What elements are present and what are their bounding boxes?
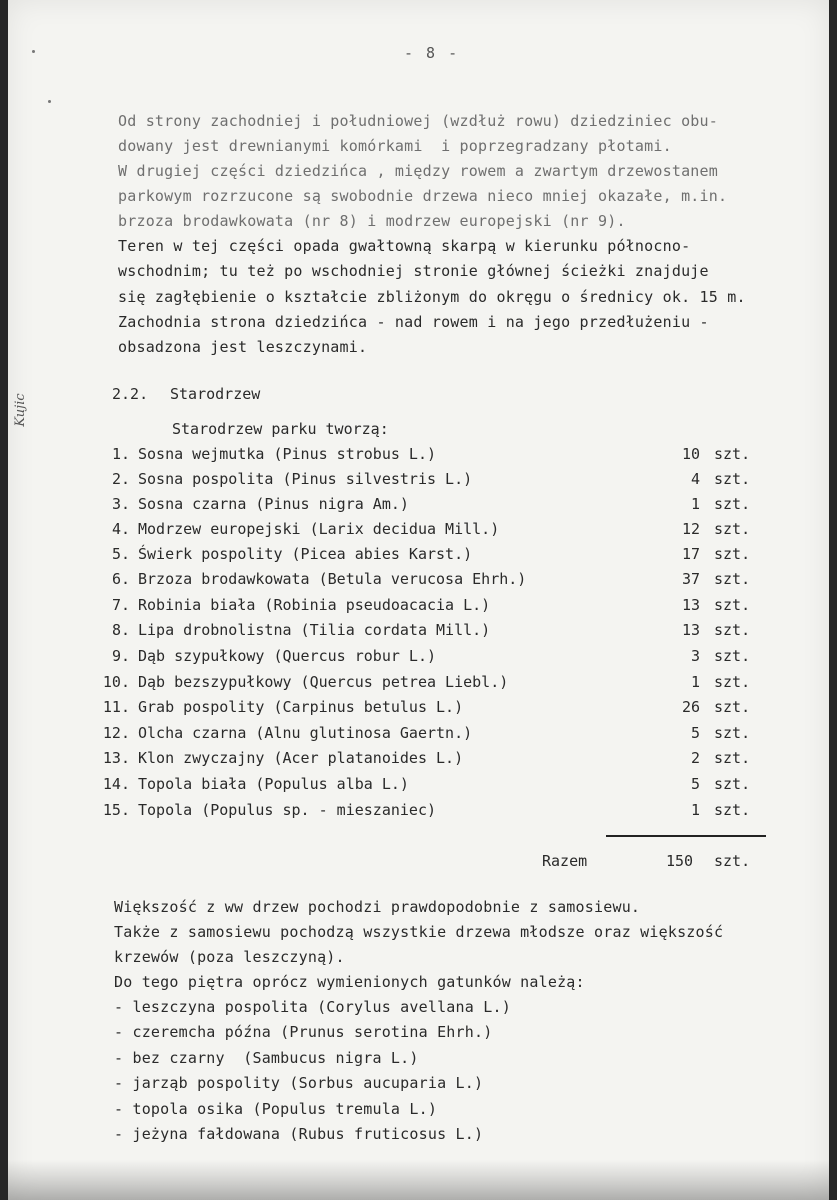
tree-unit: szt. (714, 775, 751, 793)
tree-count: 17 (681, 545, 700, 563)
list-item: - bez czarny (Sambucus nigra L.) (114, 1049, 419, 1067)
section-number: 2.2. (112, 385, 149, 403)
tree-unit: szt. (714, 545, 751, 563)
tree-index: 9. (111, 647, 130, 665)
section-heading (112, 385, 260, 403)
tree-count: 12 (681, 520, 700, 538)
tree-count: 5 (690, 775, 700, 793)
scan-shadow (8, 1160, 829, 1200)
scan-speck (32, 50, 35, 53)
tree-name: Klon zwyczajny (Acer platanoides L.) (138, 749, 464, 767)
tree-row (100, 596, 760, 621)
tree-count: 1 (690, 801, 700, 819)
tree-row (100, 570, 760, 595)
tree-count: 13 (681, 596, 700, 614)
tree-unit: szt. (714, 801, 751, 819)
tree-index: 3. (111, 495, 130, 513)
paragraph-line: krzewów (poza leszczyną). (114, 948, 345, 966)
scan-speck (48, 100, 51, 103)
total-label: Razem (542, 852, 588, 870)
list-item: - jarząb pospolity (Sorbus aucuparia L.) (114, 1074, 484, 1092)
tree-row (100, 445, 760, 470)
list-intro: Starodrzew parku tworzą: (172, 420, 389, 438)
tree-index: 14. (102, 775, 130, 793)
tree-name: Olcha czarna (Alnu glutinosa Gaertn.) (138, 724, 473, 742)
page-number: - 8 - (404, 44, 460, 62)
tree-index: 15. (102, 801, 130, 819)
paragraph-line: Do tego piętra oprócz wymienionych gatunków należą: (114, 973, 585, 991)
paragraph-line: wschodnim; tu też po wschodniej stronie głównej ścieżki znajduje (118, 262, 709, 280)
sum-underline (606, 835, 766, 837)
tree-unit: szt. (714, 724, 751, 742)
tree-unit: szt. (714, 698, 751, 716)
tree-row (100, 520, 760, 545)
paragraph-line: się zagłębienie o kształcie zbliżonym do okręgu o średnicy ok. 15 m. (118, 288, 746, 306)
list-item: - jeżyna fałdowana (Rubus fruticosus L.) (114, 1125, 484, 1143)
tree-row (100, 801, 760, 826)
tree-count: 3 (690, 647, 700, 665)
tree-row (100, 673, 760, 698)
tree-row (100, 647, 760, 672)
tree-count: 13 (681, 621, 700, 639)
tree-index: 12. (102, 724, 130, 742)
tree-name: Świerk pospolity (Picea abies Karst.) (138, 545, 473, 563)
tree-count: 4 (690, 470, 700, 488)
tree-count: 10 (681, 445, 700, 463)
tree-index: 7. (111, 596, 130, 614)
tree-name: Grab pospolity (Carpinus betulus L.) (138, 698, 464, 716)
tree-unit: szt. (714, 596, 751, 614)
paragraph-line: Teren w tej części opada gwałtowną skarpą w kierunku północno- (118, 237, 691, 255)
tree-count: 1 (690, 673, 700, 691)
list-item: - czeremcha późna (Prunus serotina Ehrh.) (114, 1023, 493, 1041)
section-title: Starodrzew (170, 385, 261, 403)
tree-name: Dąb bezszypułkowy (Quercus petrea Liebl.) (138, 673, 509, 691)
tree-name: Topola biała (Populus alba L.) (138, 775, 409, 793)
tree-index: 1. (111, 445, 130, 463)
handwritten-margin-note: Kujic (13, 393, 28, 427)
tree-row (100, 775, 760, 800)
tree-index: 4. (111, 520, 130, 538)
tree-unit: szt. (714, 495, 751, 513)
paragraph-line: obsadzona jest leszczynami. (118, 338, 368, 356)
tree-index: 10. (102, 673, 130, 691)
tree-name: Sosna wejmutka (Pinus strobus L.) (138, 445, 437, 463)
tree-index: 11. (102, 698, 130, 716)
paragraph-line: Większość z ww drzew pochodzi prawdopodobnie z samosiewu. (114, 898, 641, 916)
tree-count: 5 (690, 724, 700, 742)
tree-index: 2. (111, 470, 130, 488)
tree-row (100, 495, 760, 520)
paragraph-line: W drugiej części dziedzińca , między rowem a zwartym drzewostanem (118, 162, 718, 180)
paragraph-line: Także z samosiewu pochodzą wszystkie drzewa młodsze oraz większość (114, 923, 724, 941)
total-unit: szt. (714, 852, 751, 870)
tree-name: Sosna pospolita (Pinus silvestris L.) (138, 470, 473, 488)
tree-name: Modrzew europejski (Larix decidua Mill.) (138, 520, 500, 538)
tree-count: 26 (681, 698, 700, 716)
tree-count: 2 (690, 749, 700, 767)
tree-unit: szt. (714, 749, 751, 767)
tree-unit: szt. (714, 520, 751, 538)
tree-row (100, 698, 760, 723)
tree-name: Lipa drobnolistna (Tilia cordata Mill.) (138, 621, 491, 639)
tree-row (100, 749, 760, 774)
paragraph-line: dowany jest drewnianymi komórkami i poprzegradzany płotami. (118, 137, 672, 155)
tree-row (100, 470, 760, 495)
tree-index: 6. (111, 570, 130, 588)
tree-count: 37 (681, 570, 700, 588)
tree-unit: szt. (714, 673, 751, 691)
tree-unit: szt. (714, 621, 751, 639)
tree-unit: szt. (714, 647, 751, 665)
list-item: - leszczyna pospolita (Corylus avellana L.) (114, 998, 511, 1016)
tree-name: Robinia biała (Robinia pseudoacacia L.) (138, 596, 491, 614)
tree-name: Topola (Populus sp. - mieszaniec) (138, 801, 437, 819)
paragraph-line: brzoza brodawkowata (nr 8) i modrzew europejski (nr 9). (118, 212, 626, 230)
tree-row (100, 724, 760, 749)
tree-name: Brzoza brodawkowata (Betula verucosa Ehrh.) (138, 570, 527, 588)
tree-unit: szt. (714, 570, 751, 588)
paragraph-line: Od strony zachodniej i południowej (wzdłuż rowu) dziedziniec obu- (118, 112, 718, 130)
document-page (8, 0, 829, 1200)
tree-index: 8. (111, 621, 130, 639)
tree-row (100, 545, 760, 570)
paragraph-line: Zachodnia strona dziedzińca - nad rowem i na jego przedłużeniu - (118, 313, 709, 331)
tree-unit: szt. (714, 445, 751, 463)
tree-name: Dąb szypułkowy (Quercus robur L.) (138, 647, 437, 665)
tree-unit: szt. (714, 470, 751, 488)
paragraph-line: parkowym rozrzucone są swobodnie drzewa nieco mniej okazałe, m.in. (118, 187, 728, 205)
tree-count: 1 (690, 495, 700, 513)
list-item: - topola osika (Populus tremula L.) (114, 1100, 438, 1118)
tree-row (100, 621, 760, 646)
tree-index: 5. (111, 545, 130, 563)
tree-index: 13. (102, 749, 130, 767)
tree-name: Sosna czarna (Pinus nigra Am.) (138, 495, 409, 513)
total-count: 150 (666, 852, 694, 870)
